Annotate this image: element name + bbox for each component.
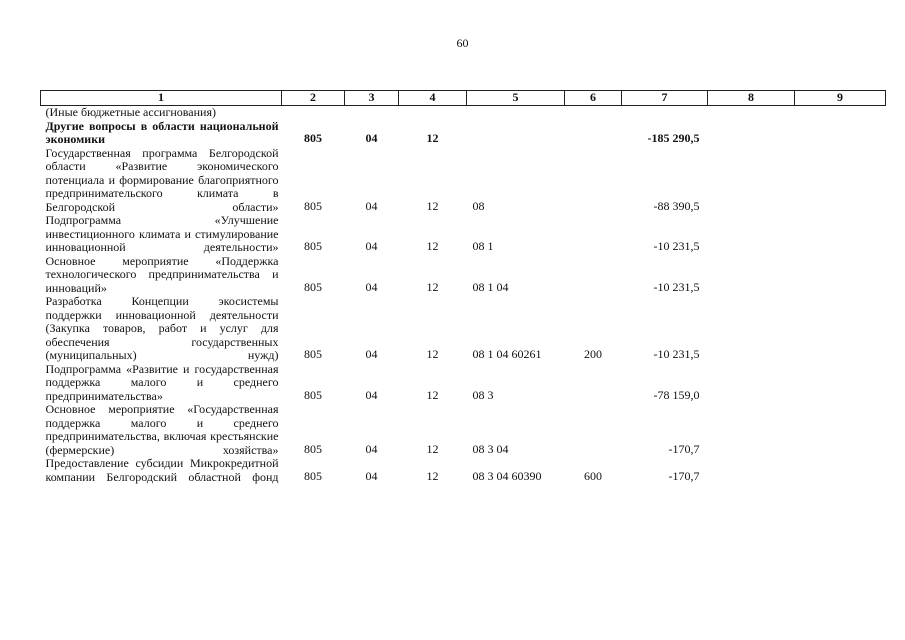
row-code-2-cell: 805 [304, 239, 322, 253]
row-code-4-cell [399, 106, 467, 120]
row-name-cell: (Иные бюджетные ассигнования) [45, 105, 216, 119]
row-code-3-cell: 04 [365, 468, 378, 483]
row-code-6-cell [565, 214, 622, 255]
row-amount-cell: -185 290,5 [647, 131, 700, 145]
row-code-3-cell: 04 [365, 347, 378, 361]
row-empty-cell-8 [708, 106, 795, 120]
row-amount-cell: -10 231,5 [653, 239, 700, 253]
row-code-4-cell: 12 [426, 468, 439, 483]
row-code-6-cell: 600 [584, 468, 602, 483]
row-code-2-cell: 805 [304, 387, 322, 402]
row-amount-cell [622, 106, 708, 120]
row-empty-cell-9 [795, 295, 886, 363]
row-name-cell: Разработка Концепции экосистемы поддержки инновационной деятельности (Закупка товаров, работ и услуг для обеспечения государственных (муниципальных) нужд) [45, 294, 279, 362]
row-code-2-cell: 805 [304, 131, 322, 145]
row-name-cell: Подпрограмма «Улучшение инвестиционного климата и стимулирование инновационной деятельности» [45, 213, 279, 254]
row-empty-cell-9 [795, 106, 886, 120]
row-name-cell: Предоставление субсидии Микрокредитной компании Белгородский областной фонд [45, 456, 279, 484]
row-code-6-cell: 200 [584, 347, 602, 361]
row-code-6-cell [565, 403, 622, 457]
row-code-6-cell [565, 363, 622, 404]
row-code-4-cell: 12 [426, 131, 439, 145]
row-code-2-cell: 805 [304, 198, 322, 213]
row-empty-cell-8 [708, 214, 795, 255]
column-header: 5 [467, 91, 565, 106]
row-code-5-cell: 08 [472, 198, 485, 213]
row-empty-cell-9 [795, 255, 886, 296]
row-empty-cell-9 [795, 363, 886, 404]
row-empty-cell-9 [795, 120, 886, 147]
column-header: 9 [795, 91, 886, 106]
row-code-3-cell: 04 [365, 387, 378, 402]
row-empty-cell-9 [795, 457, 886, 484]
table-row [41, 147, 886, 215]
column-header: 1 [41, 91, 282, 106]
row-code-3-cell: 04 [365, 131, 378, 145]
row-amount-cell: -10 231,5 [653, 279, 700, 294]
row-empty-cell-9 [795, 403, 886, 457]
row-code-3-cell: 04 [365, 239, 378, 253]
row-code-6-cell [565, 106, 622, 120]
row-code-4-cell: 12 [426, 441, 439, 456]
row-empty-cell-8 [708, 147, 795, 215]
row-code-2-cell: 805 [304, 468, 322, 483]
row-amount-cell: -78 159,0 [653, 387, 700, 402]
row-code-3-cell: 04 [365, 279, 378, 294]
row-code-3-cell: 04 [365, 198, 378, 213]
row-code-5-cell [467, 120, 565, 147]
row-code-4-cell: 12 [426, 347, 439, 361]
row-name-cell: Основное мероприятие «Поддержка технологического предпринимательства и инноваций» [45, 253, 279, 295]
table-row [41, 214, 886, 255]
table-row [41, 363, 886, 404]
column-header: 4 [399, 91, 467, 106]
row-code-6-cell [565, 120, 622, 147]
column-header: 6 [565, 91, 622, 106]
row-code-4-cell: 12 [426, 279, 439, 294]
table-row [41, 255, 886, 296]
row-code-6-cell [565, 255, 622, 296]
column-header: 8 [708, 91, 795, 106]
budget-table [40, 90, 886, 484]
row-code-2-cell: 805 [304, 347, 322, 361]
row-empty-cell-8 [708, 295, 795, 363]
row-code-4-cell: 12 [426, 239, 439, 253]
row-code-2-cell: 805 [304, 441, 322, 456]
row-code-3-cell: 04 [365, 441, 378, 456]
row-code-5-cell: 08 1 04 [472, 279, 509, 294]
row-empty-cell-9 [795, 214, 886, 255]
table-row [41, 106, 886, 120]
row-code-4-cell: 12 [426, 387, 439, 402]
row-empty-cell-8 [708, 403, 795, 457]
row-code-5-cell: 08 1 04 60261 [472, 347, 542, 361]
row-name-cell: Подпрограмма «Развитие и государственная поддержка малого и среднего предпринимательства» [45, 361, 279, 403]
table-header-row [41, 91, 886, 106]
row-name-cell: Другие вопросы в области национальной экономики [45, 118, 279, 146]
row-name-cell: Государственная программа Белгородской области «Развитие экономического потенциала и формирование благоприятного предпринимательского климата в Белгородской области» [45, 145, 279, 214]
column-header: 3 [345, 91, 399, 106]
row-empty-cell-9 [795, 147, 886, 215]
row-code-3-cell [345, 106, 399, 120]
row-code-2-cell [282, 106, 345, 120]
page-number: 60 [456, 36, 469, 50]
row-code-5-cell: 08 1 [472, 239, 494, 253]
table-row [41, 457, 886, 484]
row-amount-cell: -10 231,5 [653, 347, 700, 361]
table-row [41, 120, 886, 147]
table-row [41, 295, 886, 363]
row-empty-cell-8 [708, 255, 795, 296]
row-code-4-cell: 12 [426, 198, 439, 213]
row-code-2-cell: 805 [304, 279, 322, 294]
row-empty-cell-8 [708, 120, 795, 147]
row-code-5-cell: 08 3 04 60390 [472, 468, 542, 483]
row-amount-cell: -170,7 [668, 468, 700, 483]
row-empty-cell-8 [708, 363, 795, 404]
row-empty-cell-8 [708, 457, 795, 484]
column-header: 2 [282, 91, 345, 106]
row-amount-cell: -170,7 [668, 441, 700, 456]
column-header: 7 [622, 91, 708, 106]
table-row [41, 403, 886, 457]
row-code-5-cell: 08 3 04 [472, 441, 509, 456]
row-code-5-cell: 08 3 [472, 387, 494, 402]
row-amount-cell: -88 390,5 [653, 198, 700, 213]
row-code-5-cell [467, 106, 565, 120]
row-code-6-cell [565, 147, 622, 215]
row-name-cell: Основное мероприятие «Государственная поддержка малого и среднего предпринимательства, включая крестьянские (фермерские) хозяйства» [45, 402, 279, 457]
